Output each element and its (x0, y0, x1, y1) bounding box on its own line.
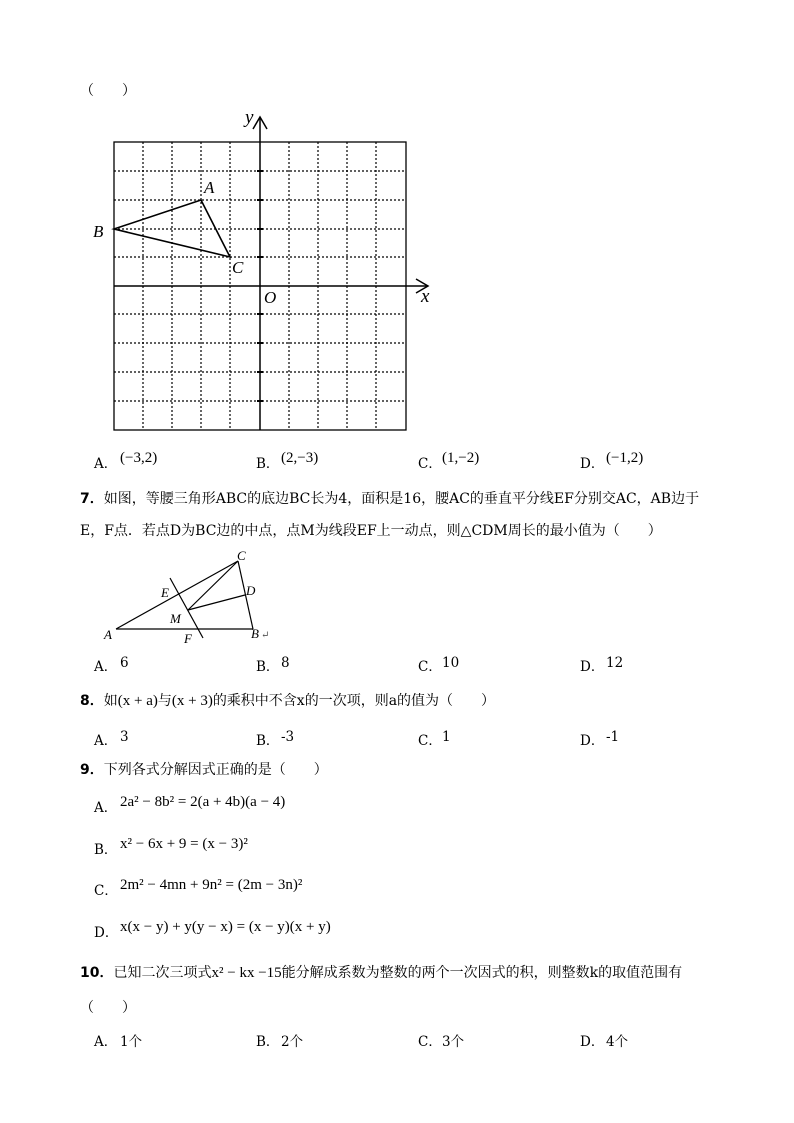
q10-option-a-text[interactable]: 1个 (120, 1034, 143, 1050)
q8-option-d-text[interactable]: -1 (606, 729, 620, 745)
label-d: D (246, 583, 256, 598)
q8-option-c-letter: C． (418, 733, 442, 749)
q9-stem (80, 759, 328, 779)
q7-option-b-letter: B． (256, 659, 280, 675)
q6-answer-paren: （ ） (80, 83, 136, 99)
q9-option-b-letter: B． (94, 842, 118, 858)
q8-option-d-letter: D． (580, 733, 605, 749)
q6-option-c-letter: C． (418, 456, 442, 472)
paragraph-mark-icon: ↵ (261, 630, 270, 641)
q9-option-a-text[interactable]: 2a² − 8b² = 2(a + 4b)(a − 4) (120, 794, 286, 810)
q10-option-b-letter: B． (256, 1034, 280, 1050)
q10-option-c-letter: C． (418, 1034, 442, 1050)
q8-stem (80, 690, 495, 710)
q10-number: 10． (80, 965, 114, 981)
q6-option-a-text[interactable]: (−3,2) (120, 450, 158, 466)
q9-option-b-text[interactable]: x² − 6x + 9 = (x − 3)² (120, 836, 248, 852)
q7-option-c-letter: C． (418, 659, 442, 675)
q10-answer-paren: （ ） (80, 1000, 136, 1016)
q8-math-2: (x + 3) (171, 693, 213, 709)
q9-number: 9． (80, 762, 104, 778)
q7-number: 7． (80, 491, 104, 507)
q6-option-c-text[interactable]: (1,−2) (442, 450, 480, 466)
q10-option-b-text[interactable]: 2个 (281, 1034, 304, 1050)
q10-option-d-letter: D． (580, 1034, 605, 1050)
q8-option-b-text[interactable]: -3 (281, 729, 295, 745)
q9-option-c-text[interactable]: 2m² − 4mn + 9n² = (2m − 3n)² (120, 877, 303, 893)
q7-option-d-letter: D． (580, 659, 605, 675)
label-b: B (251, 626, 259, 641)
q7-stem-line2: E，F点．若点D为BC边的中点，点M为线段EF上一动点，则△CDM周长的最小值为（ ） (80, 523, 662, 539)
q6-coordinate-graph (90, 105, 440, 440)
q7-stem-line1 (80, 488, 699, 508)
q8-text-1: 如 (103, 693, 118, 709)
q10-option-c-text[interactable]: 3个 (442, 1034, 465, 1050)
q6-option-b-letter: B． (256, 456, 280, 472)
y-axis-label: y (245, 107, 254, 128)
point-b-label: B (93, 222, 104, 241)
q7-line1: 如图，等腰三角形ABC的底边BC长为4，面积是16，腰AC的垂直平分线EF分别交AC，AB边于 (103, 491, 700, 507)
label-a: A (104, 627, 112, 642)
q6-option-d-letter: D． (580, 456, 605, 472)
q9-option-d-letter: D． (94, 925, 119, 941)
q7-triangle-figure (95, 548, 280, 648)
q10-stem (80, 962, 682, 982)
q9-option-d-text[interactable]: x(x − y) + y(y − x) = (x − y)(x + y) (120, 919, 331, 935)
q9-stem-text: 下列各式分解因式正确的是（ ） (103, 762, 328, 778)
q8-text-2: 与 (157, 693, 172, 709)
q7-option-a-text[interactable]: 6 (120, 655, 129, 671)
point-c-label: C (232, 258, 244, 277)
label-c: C (237, 548, 246, 563)
q7-option-b-text[interactable]: 8 (281, 655, 290, 671)
q10-text-1: 已知二次三项式 (113, 965, 212, 981)
q8-text-3: 的乘积中不含x的一次项，则a的值为（ ） (212, 693, 496, 709)
label-e: E (161, 585, 169, 600)
q8-number: 8． (80, 693, 104, 709)
q7-option-d-text[interactable]: 12 (606, 655, 624, 671)
origin-label: O (264, 288, 277, 307)
q10-option-d-text[interactable]: 4个 (606, 1034, 629, 1050)
q8-math-1: (x + a) (117, 693, 158, 709)
label-f: F (184, 631, 192, 646)
point-a-label: A (204, 178, 215, 197)
q6-option-d-text[interactable]: (−1,2) (606, 450, 644, 466)
q8-option-b-letter: B． (256, 733, 280, 749)
q6-option-b-text[interactable]: (2,−3) (281, 450, 319, 466)
q10-option-a-letter: A． (94, 1034, 118, 1050)
q7-option-a-letter: A． (94, 659, 118, 675)
q10-math: x² − kx −15 (211, 965, 282, 981)
q9-option-a-letter: A． (94, 800, 118, 816)
x-axis-label: x (421, 286, 430, 307)
q7-option-c-text[interactable]: 10 (442, 655, 460, 671)
q8-option-a-text[interactable]: 3 (120, 729, 129, 745)
label-m: M (170, 611, 181, 626)
q8-option-c-text[interactable]: 1 (442, 729, 451, 745)
q8-option-a-letter: A． (94, 733, 118, 749)
q10-text-2: 能分解成系数为整数的两个一次因式的积，则整数k的取值范围有 (281, 965, 683, 981)
q6-option-a-letter: A． (94, 456, 118, 472)
q9-option-c-letter: C． (94, 883, 118, 899)
